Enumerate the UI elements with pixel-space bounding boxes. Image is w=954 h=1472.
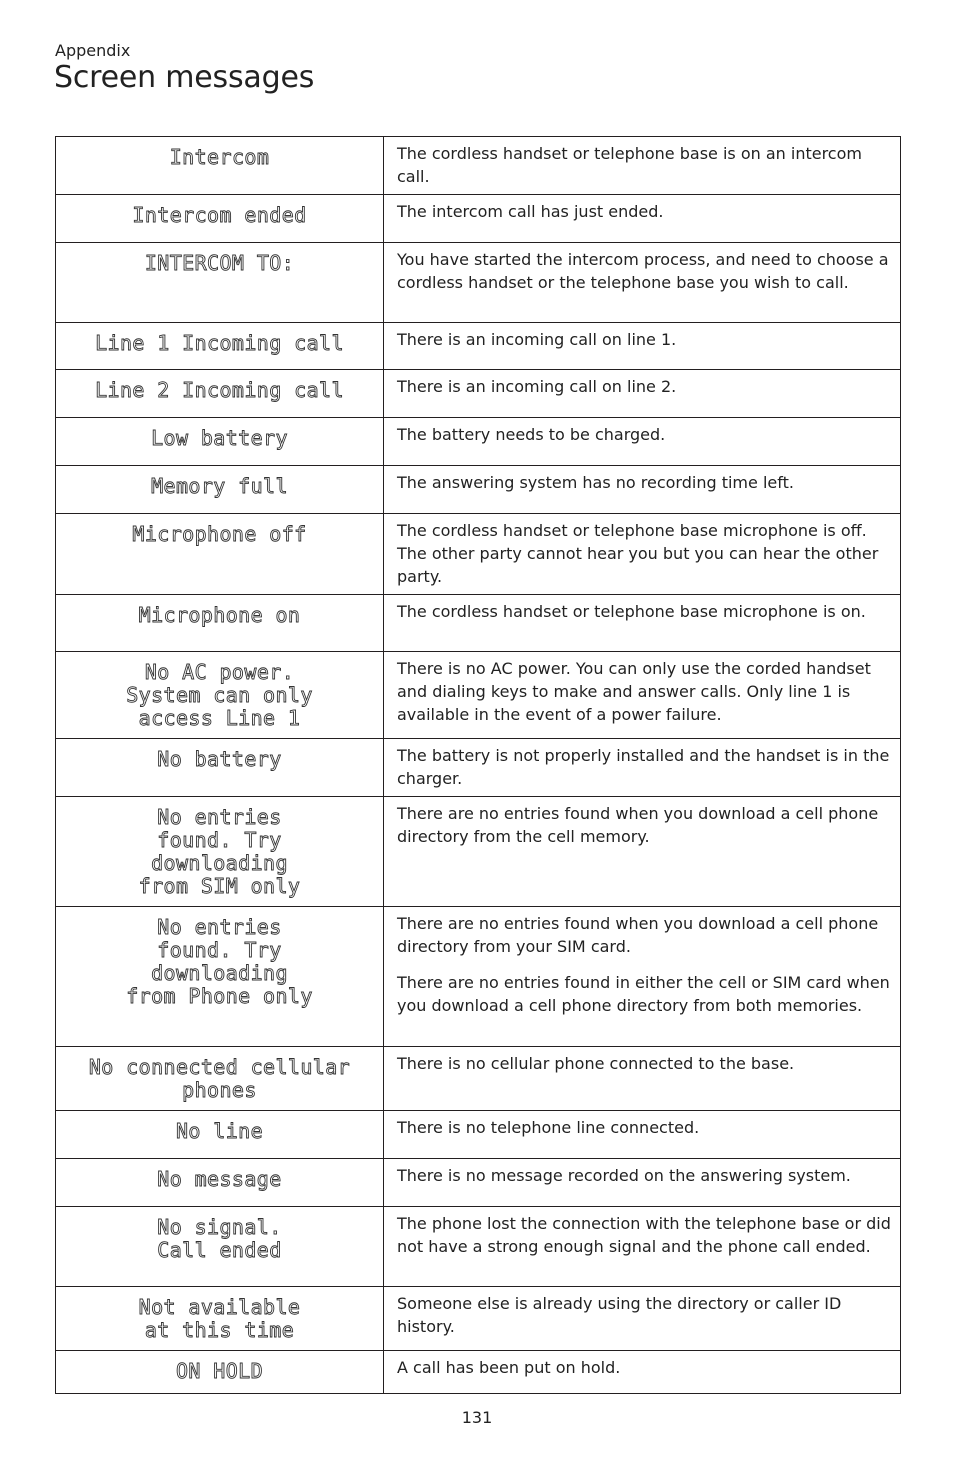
- message-description: There is no telephone line connected.: [397, 1118, 700, 1137]
- message-description: The cordless handset or telephone base is on an intercom call.: [397, 144, 862, 186]
- message-description: The answering system has no recording time left.: [397, 473, 794, 492]
- display-message-cell: [56, 739, 384, 797]
- display-message-cell: [56, 323, 384, 370]
- message-row: [56, 652, 901, 739]
- display-message-cell: [56, 195, 384, 243]
- display-message-line: No connected cellular: [88, 1055, 351, 1079]
- message-row: [56, 323, 901, 370]
- display-message-line: No line: [175, 1119, 264, 1143]
- screen-messages-table-body: [56, 137, 901, 1394]
- message-description-cell: [384, 418, 901, 466]
- message-row: [56, 1207, 901, 1287]
- message-description: The battery needs to be charged.: [397, 425, 666, 444]
- message-description-cell: [384, 739, 901, 797]
- display-message-line: Intercom ended: [132, 203, 307, 227]
- display-message-cell: [56, 652, 384, 739]
- message-description-cell: [384, 595, 901, 652]
- message-description-cell: [384, 1287, 901, 1351]
- message-row: [56, 1287, 901, 1351]
- display-message-line: System can only: [126, 683, 313, 707]
- message-row: [56, 195, 901, 243]
- message-description: The cordless handset or telephone base microphone is off. The other party cannot hear you but you can hear the other party.: [397, 521, 879, 586]
- display-message-cell: [56, 1111, 384, 1159]
- display-message-cell: [56, 907, 384, 1047]
- page-number: 131: [461, 1408, 493, 1427]
- message-description: There are no entries found when you download a cell phone directory from your SIM card.: [397, 914, 879, 956]
- message-description-cell: [384, 195, 901, 243]
- display-message-line: No entries: [157, 805, 282, 829]
- section-label: Appendix: [55, 41, 131, 60]
- display-message-cell: [56, 243, 384, 323]
- display-message-line: Line 1 Incoming call: [95, 331, 344, 355]
- display-message-line: Not available: [138, 1295, 301, 1319]
- message-description: You have started the intercom process, and need to choose a cordless handset or the telephone base you wish to call.: [397, 250, 889, 292]
- message-row: [56, 595, 901, 652]
- message-row: [56, 1111, 901, 1159]
- message-row: [56, 370, 901, 418]
- display-message-cell: [56, 1047, 384, 1111]
- message-description: The phone lost the connection with the telephone base or did not have a strong enough signal and the phone call ended.: [397, 1214, 891, 1256]
- message-description: The cordless handset or telephone base microphone is on.: [397, 602, 866, 621]
- message-description-cell: [384, 1047, 901, 1111]
- message-description-cell: [384, 514, 901, 595]
- message-description: There is no message recorded on the answering system.: [397, 1166, 851, 1185]
- display-message-line: at this time: [144, 1318, 295, 1342]
- display-message-line: ON HOLD: [175, 1359, 264, 1383]
- display-message-line: No AC power.: [144, 660, 295, 684]
- message-description: There is an incoming call on line 2.: [397, 377, 677, 396]
- message-description: There is no cellular phone connected to the base.: [397, 1054, 795, 1073]
- message-row: [56, 243, 901, 323]
- message-description-cell: [384, 137, 901, 195]
- message-description-cell: [384, 323, 901, 370]
- display-message-cell: [56, 137, 384, 195]
- display-message-cell: [56, 370, 384, 418]
- display-message-line: Low battery: [151, 426, 288, 450]
- display-message-cell: [56, 514, 384, 595]
- display-message-line: Intercom: [169, 145, 270, 169]
- message-description-cell: [384, 466, 901, 514]
- message-description-cell: [384, 1207, 901, 1287]
- display-message-line: Call ended: [157, 1238, 282, 1262]
- display-message-cell: [56, 797, 384, 907]
- display-message-cell: [56, 595, 384, 652]
- display-message-line: downloading: [151, 851, 288, 875]
- display-message-line: INTERCOM TO:: [144, 251, 295, 275]
- display-message-cell: [56, 418, 384, 466]
- display-message-line: found. Try: [157, 938, 282, 962]
- message-row: [56, 1351, 901, 1394]
- message-description-cell: [384, 907, 901, 1047]
- message-description-cell: [384, 1351, 901, 1394]
- page-title: Screen messages: [54, 60, 315, 95]
- message-description-cell: [384, 1159, 901, 1207]
- message-row: [56, 418, 901, 466]
- message-description: There are no entries found in either the cell or SIM card when you download a cell phone directory from both memories.: [397, 973, 890, 1015]
- message-row: [56, 1159, 901, 1207]
- display-message-line: No battery: [157, 747, 282, 771]
- display-message-line: access Line 1: [138, 706, 301, 730]
- display-message-line: Memory full: [151, 474, 288, 498]
- display-message-line: No message: [157, 1167, 282, 1191]
- message-description-cell: [384, 1111, 901, 1159]
- message-row: [56, 466, 901, 514]
- display-message-cell: [56, 1159, 384, 1207]
- display-message-cell: [56, 466, 384, 514]
- display-message-cell: [56, 1287, 384, 1351]
- display-message-line: No entries: [157, 915, 282, 939]
- message-row: [56, 739, 901, 797]
- message-description: A call has been put on hold.: [397, 1358, 621, 1377]
- message-row: [56, 907, 901, 1047]
- message-row: [56, 797, 901, 907]
- message-description: There is an incoming call on line 1.: [397, 330, 677, 349]
- message-row: [56, 1047, 901, 1111]
- message-row: [56, 514, 901, 595]
- display-message-line: Microphone on: [138, 603, 301, 627]
- message-description-cell: [384, 652, 901, 739]
- display-message-line: Line 2 Incoming call: [95, 378, 344, 402]
- message-description: The battery is not properly installed and the handset is in the charger.: [397, 746, 890, 788]
- display-message-cell: [56, 1207, 384, 1287]
- message-description: The intercom call has just ended.: [397, 202, 664, 221]
- display-message-line: from Phone only: [126, 984, 313, 1008]
- display-message-line: downloading: [151, 961, 288, 985]
- screen-messages-table: [55, 136, 901, 1394]
- display-message-line: No signal.: [157, 1215, 282, 1239]
- message-description: Someone else is already using the directory or caller ID history.: [397, 1294, 842, 1336]
- display-message-line: Microphone off: [132, 522, 307, 546]
- display-message-cell: [56, 1351, 384, 1394]
- message-description-cell: [384, 243, 901, 323]
- message-row: [56, 137, 901, 195]
- display-message-line: phones: [182, 1078, 257, 1102]
- display-message-line: found. Try: [157, 828, 282, 852]
- message-description-cell: [384, 797, 901, 907]
- message-description: There is no AC power. You can only use the corded handset and dialing keys to make and answer calls. Only line 1 is available in the event of a power failure.: [397, 659, 871, 724]
- message-description-cell: [384, 370, 901, 418]
- display-message-line: from SIM only: [138, 874, 301, 898]
- message-description: There are no entries found when you download a cell phone directory from the cell memory.: [397, 804, 879, 846]
